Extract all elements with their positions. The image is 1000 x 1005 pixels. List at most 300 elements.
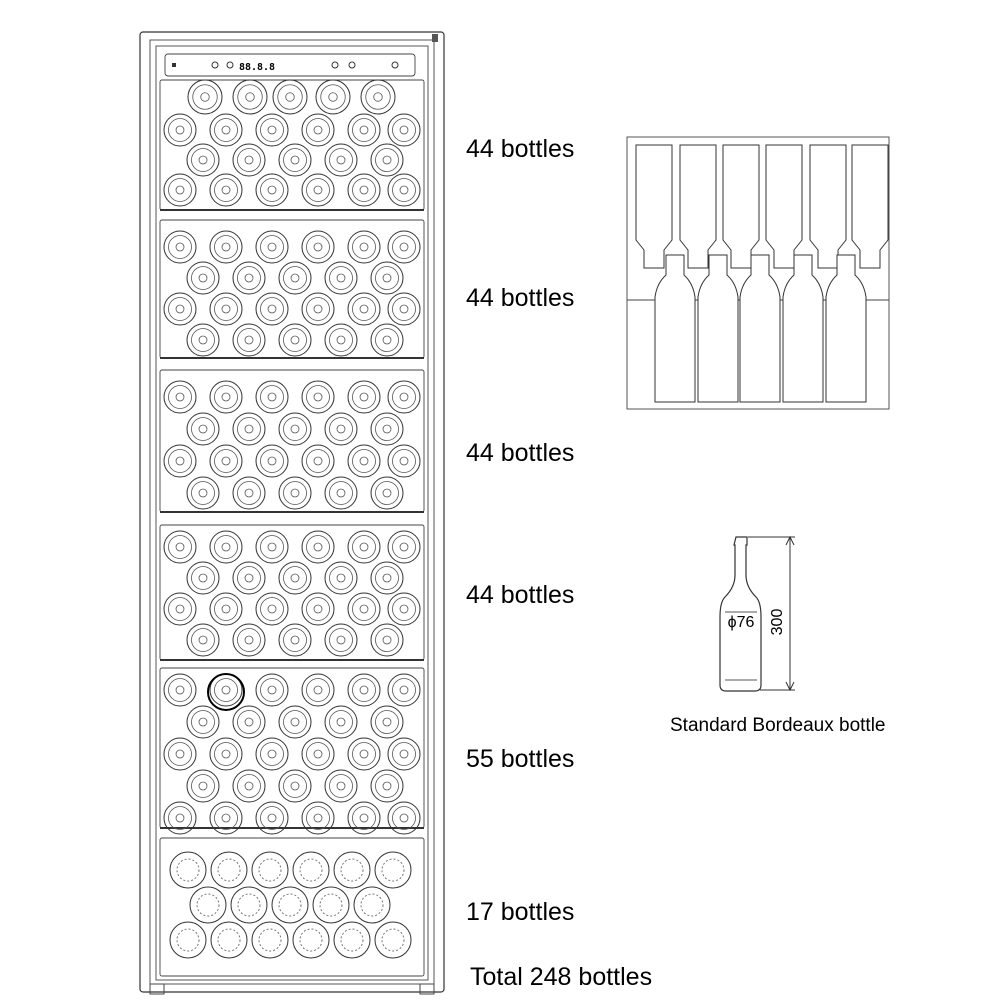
shelf-5-bottle-1-1-punt (245, 718, 253, 726)
shelf-5-bottle-0-4-base (352, 678, 375, 701)
shelf-2-bottle-1-1-base (237, 266, 260, 289)
shelf-2-bottle-0-5-base (392, 235, 415, 258)
shelf-2-bottle-2-1-base (214, 297, 237, 320)
shelf-5-bottle-2-5-punt (400, 750, 408, 758)
shelf-5-bottle-0-0-punt (176, 686, 184, 694)
shelf-2-bottle-2-2-punt (268, 305, 276, 313)
shelf-6-bottle-1-1-base (238, 894, 260, 916)
shelf-5-bottle-3-4-punt (383, 782, 391, 790)
shelf-1 (160, 80, 424, 210)
shelf-2-bottle-1-2-punt (291, 274, 299, 282)
shelf-3-bottle-3-4-base (375, 481, 398, 504)
shelf-2-bottle-0-2-punt (268, 243, 276, 251)
shelf-3-bottle-3-3-base (329, 481, 352, 504)
shelf-4-bottle-0-2-base (260, 535, 283, 558)
shelf-1-bottle-3-3-base (306, 178, 329, 201)
shelf-1-bottle-2-4-base (375, 148, 398, 171)
shelf-4-bottle-3-4-base (375, 628, 398, 651)
shelf-4-bottle-0-4-punt (360, 543, 368, 551)
shelf-3-bottle-2-3-punt (314, 457, 322, 465)
highlighted-bottle (208, 674, 244, 710)
shelf-1-bottle-2-2-punt (291, 156, 299, 164)
shelf-1-bottle-2-3-base (329, 148, 352, 171)
shelf-5-bottle-3-3-punt (337, 782, 345, 790)
shelf-3-bottle-2-5-punt (400, 457, 408, 465)
shelf-2-capacity-label: 44 bottles (466, 284, 575, 312)
shelf-4-bottle-2-3-punt (314, 605, 322, 613)
shelf-5-bottle-4-2-base (260, 806, 283, 829)
shelf-5-bottle-2-3-base (306, 742, 329, 765)
shelf-3-bottle-1-4-base (375, 417, 398, 440)
shelf-4-bottle-2-4-punt (360, 605, 368, 613)
shelf-3-bottle-1-0-punt (199, 425, 207, 433)
shelf-2-bottle-2-0-punt (176, 305, 184, 313)
shelf-3 (160, 370, 424, 512)
shelf-1-bottle-0-1-base (238, 85, 262, 109)
shelf-3-bottle-2-5-base (392, 449, 415, 472)
shelf-3-bottle-1-2-base (283, 417, 306, 440)
shelf-1-bottle-1-1-punt (222, 126, 230, 134)
detail-lower-bottle-4 (783, 255, 823, 402)
control-button-2 (227, 62, 233, 68)
shelf-1-bottle-2-0-base (191, 148, 214, 171)
shelf-1-bottle-1-2-base (260, 118, 283, 141)
shelf-4-bottle-3-3-base (329, 628, 352, 651)
shelf-4-bottle-3-0-base (191, 628, 214, 651)
shelf-3-capacity-label: 44 bottles (466, 439, 575, 467)
shelf-6-bottle-0-3-base (300, 859, 322, 881)
shelf-2-bottle-0-1-punt (222, 243, 230, 251)
shelf-3-bottle-2-1-punt (222, 457, 230, 465)
shelf-6-bottle-2-2 (252, 922, 288, 958)
shelf-5-bottle-3-2-punt (291, 782, 299, 790)
shelf-3-bottle-2-2-punt (268, 457, 276, 465)
power-led (172, 63, 176, 67)
shelf-5-bottle-3-0-punt (199, 782, 207, 790)
shelf-2-bottle-1-1-punt (245, 274, 253, 282)
shelf-1-bottle-1-1-base (214, 118, 237, 141)
shelf-4-bottle-3-3-punt (337, 636, 345, 644)
shelf-5-bottle-2-3-punt (314, 750, 322, 758)
shelf-4-bottle-2-3-base (306, 597, 329, 620)
shelf-4-bottle-1-4-punt (383, 574, 391, 582)
shelf-3-bottle-1-3-punt (337, 425, 345, 433)
shelf-3-bottle-3-4-punt (383, 489, 391, 497)
shelf-3-bottle-2-0-base (168, 449, 191, 472)
shelf-4-bottle-0-5-base (392, 535, 415, 558)
shelf-4-bottle-2-4-base (352, 597, 375, 620)
shelf-5-bottle-0-4-punt (360, 686, 368, 694)
shelf-2-bottle-1-4-punt (383, 274, 391, 282)
shelf-5-bottle-2-4-punt (360, 750, 368, 758)
shelf-5-bottle-4-2-punt (268, 814, 276, 822)
detail-upper-bottle-6 (852, 145, 888, 268)
shelf-4-bottle-1-0-base (191, 566, 214, 589)
shelf-6-bottle-0-1-base (218, 859, 240, 881)
shelf-5-bottle-0-3-punt (314, 686, 322, 694)
shelf-2-bottle-0-0-base (168, 235, 191, 258)
shelf-5-bottle-0-1-punt (222, 686, 230, 694)
detail-lower-bottle-2 (698, 255, 738, 402)
shelf-6-bottle-2-0-base (177, 929, 199, 951)
shelf-2-bottle-0-0-punt (176, 243, 184, 251)
shelf-6-bottle-2-4 (334, 922, 370, 958)
shelf-3-bottle-1-4-punt (383, 425, 391, 433)
shelf-5 (160, 668, 424, 834)
shelf-2-bottle-1-2-base (283, 266, 306, 289)
shelf-3-bottle-2-0-punt (176, 457, 184, 465)
shelf-1-bottle-0-4-base (366, 85, 390, 109)
shelf-3-bottle-3-0-base (191, 481, 214, 504)
shelf-5-bottle-2-4-base (352, 742, 375, 765)
shelf-2-bottle-3-2-base (283, 328, 306, 351)
shelf-2-bottle-2-2-base (260, 297, 283, 320)
shelf-5-bottle-3-3-base (329, 774, 352, 797)
shelf-1-bottle-2-0-punt (199, 156, 207, 164)
shelf-4-bottle-1-0-punt (199, 574, 207, 582)
shelf-side-detail-view (627, 137, 889, 409)
shelf-5-bottle-1-3-base (329, 710, 352, 733)
shelf-3-bottle-0-2-punt (268, 393, 276, 401)
shelf-2-bottle-2-1-punt (222, 305, 230, 313)
shelf-2-bottle-2-3-punt (314, 305, 322, 313)
shelf-3-bottle-3-1-base (237, 481, 260, 504)
shelf-6-bottle-2-1-base (218, 929, 240, 951)
shelf-4-bottle-1-2-punt (291, 574, 299, 582)
detail-lower-bottle-5 (826, 255, 866, 402)
detail-lower-bottle-3 (740, 255, 780, 402)
shelf-1-bottle-0-3-base (321, 85, 345, 109)
shelf-6-bottle-2-5-base (382, 929, 404, 951)
shelf-5-bottle-4-3-punt (314, 814, 322, 822)
shelf-5-bottle-3-4-base (375, 774, 398, 797)
hinge-top (432, 34, 438, 42)
shelf-1-bottle-1-5-punt (400, 126, 408, 134)
shelf-1-bottle-0-4-punt (374, 93, 383, 102)
shelf-5-bottle-0-2-punt (268, 686, 276, 694)
shelf-2-bottle-3-1-base (237, 328, 260, 351)
shelf-5-bottle-0-5-base (392, 678, 415, 701)
shelf-1-bottle-3-2-base (260, 178, 283, 201)
shelf-4-bottle-0-0-base (168, 535, 191, 558)
shelf-5-bottle-0-2-base (260, 678, 283, 701)
shelf-3-bottle-2-1-base (214, 449, 237, 472)
shelf-1-bottle-1-3-base (306, 118, 329, 141)
shelf-2-bottle-3-0-base (191, 328, 214, 351)
shelf-4-bottle-1-3-base (329, 566, 352, 589)
bordeaux-bottle-drawing (720, 537, 795, 691)
shelf-3-bottle-0-1-punt (222, 393, 230, 401)
shelf-6-bottle-2-1 (211, 922, 247, 958)
shelf-1-capacity-label: 44 bottles (466, 135, 575, 163)
temperature-display: 88.8.8 (238, 62, 276, 73)
shelf-4-bottle-0-3-base (306, 535, 329, 558)
shelf-2-bottle-3-4-base (375, 328, 398, 351)
shelf-5-bottle-4-4-punt (360, 814, 368, 822)
shelf-6-bottle-0-0-base (177, 859, 199, 881)
shelf-6-bottle-2-3 (293, 922, 329, 958)
shelf-2-bottle-0-3-punt (314, 243, 322, 251)
shelf-6-bottle-2-5 (375, 922, 411, 958)
shelf-6-bottle-1-4-base (361, 894, 383, 916)
shelf-1-bottle-2-3-punt (337, 156, 345, 164)
shelf-2-bottle-0-3-base (306, 235, 329, 258)
control-button-4 (349, 62, 355, 68)
shelf-2-bottle-3-1-punt (245, 336, 253, 344)
detail-upper-bottle-2 (680, 145, 716, 268)
detail-upper-bottle-3 (723, 145, 759, 268)
shelf-3-bottle-3-1-punt (245, 489, 253, 497)
shelf-1-bottle-3-4-base (352, 178, 375, 201)
shelf-4-bottle-1-3-punt (337, 574, 345, 582)
shelf-4-capacity-label: 44 bottles (466, 581, 575, 609)
shelf-4-bottle-2-1-punt (222, 605, 230, 613)
shelf-1-bottle-2-4-punt (383, 156, 391, 164)
shelf-3-bottle-3-3-punt (337, 489, 345, 497)
shelf-5-bottle-0-3-base (306, 678, 329, 701)
total-capacity-label: Total 248 bottles (470, 963, 653, 991)
shelf-2-bottle-3-3-punt (337, 336, 345, 344)
shelf-2-bottle-0-2-base (260, 235, 283, 258)
shelf-3-bottle-2-3-base (306, 449, 329, 472)
shelf-3-bottle-1-3-base (329, 417, 352, 440)
shelf-1-tray (160, 80, 424, 210)
shelf-1-bottle-0-0-base (193, 85, 217, 109)
shelf-6-bottle-1-2-base (279, 894, 301, 916)
shelf-6-bottle-2-0 (170, 922, 206, 958)
control-panel (165, 54, 415, 76)
shelf-4-bottle-3-0-punt (199, 636, 207, 644)
shelf-1-bottle-0-2-base (278, 85, 302, 109)
shelf-2-bottle-3-0-punt (199, 336, 207, 344)
bottle-caption: Standard Bordeaux bottle (670, 715, 886, 736)
shelf-5-bottle-3-2-base (283, 774, 306, 797)
shelf-4-bottle-2-0-base (168, 597, 191, 620)
shelf-6-bottle-1-0 (190, 887, 226, 923)
shelf-5-bottle-4-5-base (392, 806, 415, 829)
shelf-6-bottle-2-3-base (300, 929, 322, 951)
shelf-1-bottle-3-1-base (214, 178, 237, 201)
shelf-4-bottle-2-5-base (392, 597, 415, 620)
shelf-6-bottle-0-4 (334, 852, 370, 888)
shelf-4-bottle-0-3-punt (314, 543, 322, 551)
shelf-1-bottle-2-1-base (237, 148, 260, 171)
shelf-4-bottle-3-4-punt (383, 636, 391, 644)
shelf-2-bottle-1-0-base (191, 266, 214, 289)
shelf-1-bottle-0-3-punt (329, 93, 338, 102)
shelf-5-bottle-4-3-base (306, 806, 329, 829)
shelf-3-bottle-0-5-punt (400, 393, 408, 401)
shelf-6-bottle-2-4-base (341, 929, 363, 951)
shelf-4-bottle-2-5-punt (400, 605, 408, 613)
shelf-1-bottle-1-2-punt (268, 126, 276, 134)
shelf-5-bottle-1-0-base (191, 710, 214, 733)
shelf-6-bottle-0-0 (170, 852, 206, 888)
shelf-6-bottle-0-1 (211, 852, 247, 888)
shelf-5-bottle-2-0-punt (176, 750, 184, 758)
shelf-3-bottle-2-4-punt (360, 457, 368, 465)
shelf-2-bottle-2-4-punt (360, 305, 368, 313)
shelf-3-bottle-3-2-punt (291, 489, 299, 497)
shelf-5-bottle-3-0-base (191, 774, 214, 797)
shelf-4-bottle-2-2-punt (268, 605, 276, 613)
shelf-3-bottle-0-0-base (168, 385, 191, 408)
shelf-3-bottle-2-4-base (352, 449, 375, 472)
shelf-4-bottle-1-4-base (375, 566, 398, 589)
shelf-6-bottle-1-3-base (320, 894, 342, 916)
shelf-4 (160, 525, 424, 660)
shelf-1-bottle-3-2-punt (268, 186, 276, 194)
shelf-6-bottle-2-2-base (259, 929, 281, 951)
shelf-1-bottle-3-5-punt (400, 186, 408, 194)
shelf-1-bottle-3-3-punt (314, 186, 322, 194)
shelf-5-bottle-1-2-base (283, 710, 306, 733)
shelf-3-bottle-1-0-base (191, 417, 214, 440)
shelf-4-bottle-0-0-punt (176, 543, 184, 551)
shelf-1-bottle-2-1-punt (245, 156, 253, 164)
shelf-6-bottle-0-2 (252, 852, 288, 888)
shelf-6-bottle-1-4 (354, 887, 390, 923)
shelf-5-bottle-4-0-base (168, 806, 191, 829)
shelf-5-bottle-4-1-base (214, 806, 237, 829)
shelf-5-bottle-1-0-punt (199, 718, 207, 726)
shelf-4-bottle-1-1-punt (245, 574, 253, 582)
shelf-5-bottle-4-5-punt (400, 814, 408, 822)
shelf-2-bottle-2-4-base (352, 297, 375, 320)
shelf-5-bottle-1-3-punt (337, 718, 345, 726)
shelf-5-bottle-1-4-punt (383, 718, 391, 726)
shelf-3-bottle-0-3-base (306, 385, 329, 408)
control-button-1 (212, 62, 218, 68)
shelf-1-bottle-1-0-punt (176, 126, 184, 134)
shelf-3-bottle-0-0-punt (176, 393, 184, 401)
shelf-5-bottle-0-5-punt (400, 686, 408, 694)
shelf-4-bottle-0-1-punt (222, 543, 230, 551)
shelf-1-bottle-3-1-punt (222, 186, 230, 194)
shelf-2-bottle-3-4-punt (383, 336, 391, 344)
shelf-3-bottle-1-2-punt (291, 425, 299, 433)
shelf-6-capacity-label: 17 bottles (466, 898, 575, 926)
shelf-6-bottle-1-1 (231, 887, 267, 923)
shelf-1-bottle-1-4-punt (360, 126, 368, 134)
shelf-1-bottle-1-0-base (168, 118, 191, 141)
shelf-5-bottle-2-5-base (392, 742, 415, 765)
shelf-5-bottle-2-0-base (168, 742, 191, 765)
shelf-6-bottle-0-5-base (382, 859, 404, 881)
shelf-4-tray (160, 525, 424, 660)
shelf-5-bottle-2-1-punt (222, 750, 230, 758)
shelf-5-bottle-1-1-base (237, 710, 260, 733)
shelf-5-bottle-4-4-base (352, 806, 375, 829)
detail-upper-bottle-4 (766, 145, 802, 268)
shelf-5-bottle-3-1-base (237, 774, 260, 797)
control-button-5 (392, 62, 398, 68)
shelf-2-bottle-1-4-base (375, 266, 398, 289)
shelf-6-bottle-0-3 (293, 852, 329, 888)
shelf-3-bottle-3-2-base (283, 481, 306, 504)
detail-lower-bottle-1 (655, 255, 695, 402)
shelf-3-bottle-1-1-punt (245, 425, 253, 433)
shelf-4-bottle-2-2-base (260, 597, 283, 620)
shelf-4-bottle-2-1-base (214, 597, 237, 620)
shelf-4-bottle-3-2-punt (291, 636, 299, 644)
shelf-2-bottle-2-5-base (392, 297, 415, 320)
detail-upper-bottle-1 (636, 145, 672, 268)
shelf-2-bottle-3-2-punt (291, 336, 299, 344)
shelf-1-bottle-0-1-punt (246, 93, 255, 102)
shelf-5-bottle-3-1-punt (245, 782, 253, 790)
shelf-2-bottle-1-3-punt (337, 274, 345, 282)
shelf-4-bottle-1-1-base (237, 566, 260, 589)
shelf-3-bottle-2-2-base (260, 449, 283, 472)
shelf-4-bottle-0-4-base (352, 535, 375, 558)
shelf-5-bottle-2-2-base (260, 742, 283, 765)
shelf-1-bottle-1-4-base (352, 118, 375, 141)
shelf-5-bottle-0-1-base (214, 678, 237, 701)
shelf-5-bottle-1-2-punt (291, 718, 299, 726)
shelf-2-bottle-2-0-base (168, 297, 191, 320)
shelf-4-bottle-3-2-base (283, 628, 306, 651)
shelf-1-bottle-1-3-punt (314, 126, 322, 134)
shelf-4-bottle-0-2-punt (268, 543, 276, 551)
shelf-2-bottle-2-3-base (306, 297, 329, 320)
shelf-3-bottle-0-2-base (260, 385, 283, 408)
shelf-5-bottle-4-0-punt (176, 814, 184, 822)
shelf-6-bottle-0-5 (375, 852, 411, 888)
shelf-5-bottle-0-0-base (168, 678, 191, 701)
shelf-4-bottle-1-2-base (283, 566, 306, 589)
shelf-4-bottle-0-5-punt (400, 543, 408, 551)
shelf-2-bottle-1-3-base (329, 266, 352, 289)
shelf-5-bottle-1-4-base (375, 710, 398, 733)
shelf-1-bottle-2-2-base (283, 148, 306, 171)
shelf-4-bottle-3-1-punt (245, 636, 253, 644)
shelf-6-bottle-1-2 (272, 887, 308, 923)
shelf-3-bottle-3-0-punt (199, 489, 207, 497)
shelf-3-bottle-0-4-base (352, 385, 375, 408)
shelf-1-bottle-0-0-punt (201, 93, 210, 102)
shelf-2 (160, 220, 424, 358)
shelf-1-bottle-3-5-base (392, 178, 415, 201)
shelf-2-bottle-3-3-base (329, 328, 352, 351)
shelf-3-bottle-0-5-base (392, 385, 415, 408)
shelf-5-bottle-4-1-punt (222, 814, 230, 822)
shelf-3-bottle-0-4-punt (360, 393, 368, 401)
shelf-2-bottle-0-1-base (214, 235, 237, 258)
shelf-2-bottle-1-0-punt (199, 274, 207, 282)
shelf-6 (160, 838, 424, 976)
shelf-1-bottle-1-5-base (392, 118, 415, 141)
shelf-1-bottle-0-2-punt (286, 93, 295, 102)
shelf-5-capacity-label: 55 bottles (466, 745, 575, 773)
shelf-3-bottle-0-1-base (214, 385, 237, 408)
shelf-1-bottle-3-4-punt (360, 186, 368, 194)
bottle-diameter-label: ϕ76 (727, 614, 755, 631)
shelf-2-bottle-0-4-base (352, 235, 375, 258)
shelf-5-bottle-2-2-punt (268, 750, 276, 758)
control-button-3 (332, 62, 338, 68)
shelf-1-bottle-3-0-punt (176, 186, 184, 194)
shelf-1-bottle-3-0-base (168, 178, 191, 201)
shelf-5-tray (160, 668, 424, 828)
shelf-6-bottle-1-3 (313, 887, 349, 923)
cabinet-front-view (140, 32, 444, 994)
shelf-2-bottle-0-5-punt (400, 243, 408, 251)
shelf-6-bottle-0-2-base (259, 859, 281, 881)
shelf-4-bottle-2-0-punt (176, 605, 184, 613)
shelf-2-bottle-0-4-punt (360, 243, 368, 251)
shelf-4-bottle-3-1-base (237, 628, 260, 651)
